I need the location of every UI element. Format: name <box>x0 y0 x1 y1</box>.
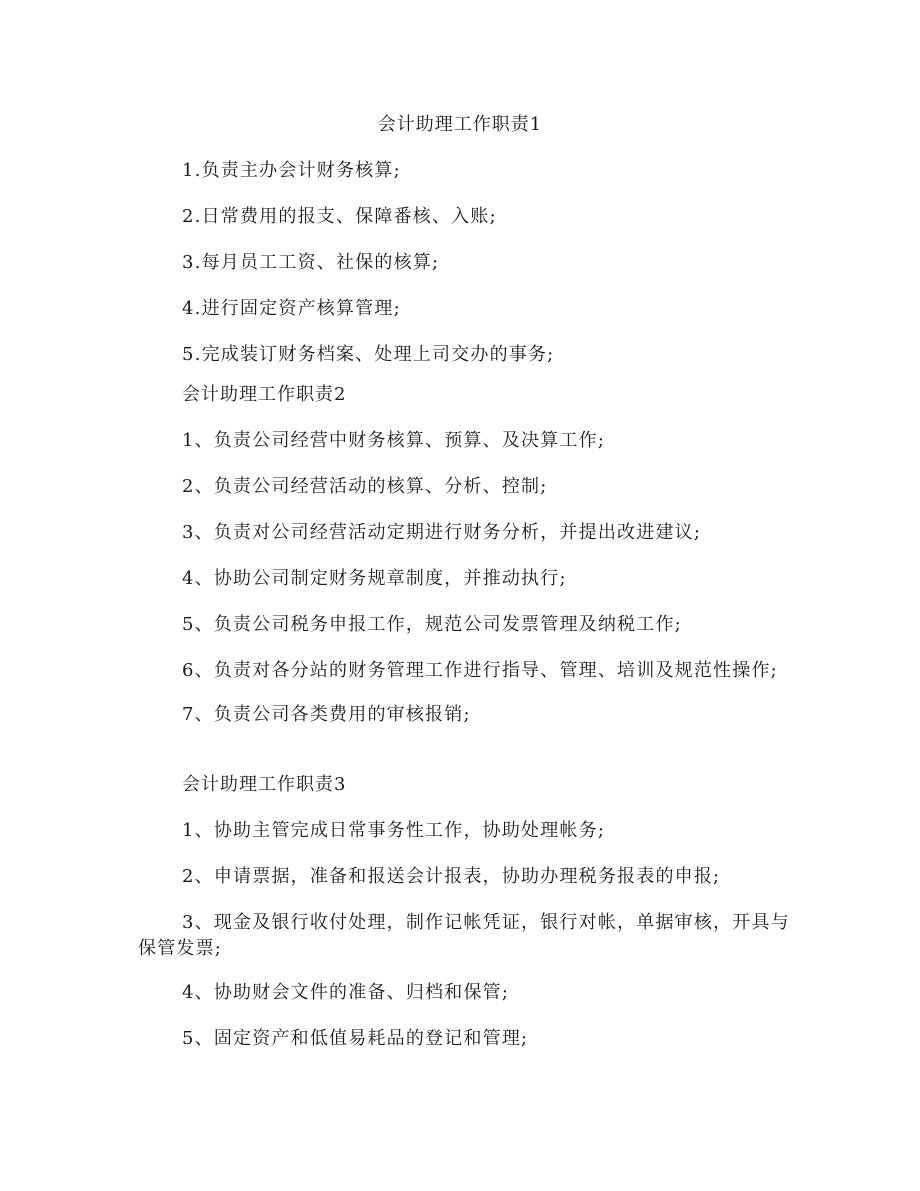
section-2 <box>0 382 920 748</box>
document-title: 会计助理工作职责1 <box>377 114 543 135</box>
list-item: 1、负责公司经营中财务核算、预算、及决算工作; <box>182 430 606 451</box>
list-item: 1.负责主办会计财务核算; <box>182 160 401 181</box>
list-item: 3、负责对公司经营活动定期进行财务分析，并提出改进建议; <box>182 522 702 543</box>
list-item: 1、协助主管完成日常事务性工作，协助处理帐务; <box>182 820 606 841</box>
list-item: 5、负责公司税务申报工作，规范公司发票管理及纳税工作; <box>182 614 682 635</box>
section-heading: 会计助理工作职责2 <box>182 384 347 405</box>
list-item: 4、协助财会文件的准备、归档和保管; <box>182 982 510 1003</box>
list-item: 5、固定资产和低值易耗品的登记和管理; <box>182 1028 529 1049</box>
list-item: 3、现金及银行收付处理，制作记帐凭证，银行对帐，单据审核，开具与保管发票; <box>138 912 790 959</box>
list-item: 2、申请票据，准备和报送会计报表，协助办理税务报表的申报; <box>182 866 721 887</box>
list-item: 2、负责公司经营活动的核算、分析、控制; <box>182 476 548 497</box>
list-item: 3.每月员工工资、社保的核算; <box>182 252 440 273</box>
section-1 <box>0 158 920 388</box>
list-item: 2.日常费用的报支、保障番核、入账; <box>182 206 497 227</box>
list-item: 4.进行固定资产核算管理; <box>182 298 401 319</box>
list-item: 6、负责对各分站的财务管理工作进行指导、管理、培训及规范性操作; <box>182 660 778 681</box>
list-item: 5.完成装订财务档案、处理上司交办的事务; <box>182 344 555 365</box>
list-item: 7、负责公司各类费用的审核报销; <box>182 704 471 725</box>
section-heading: 会计助理工作职责3 <box>182 774 347 795</box>
list-item: 4、协助公司制定财务规章制度，并推动执行; <box>182 568 567 589</box>
section-3 <box>0 772 920 1072</box>
